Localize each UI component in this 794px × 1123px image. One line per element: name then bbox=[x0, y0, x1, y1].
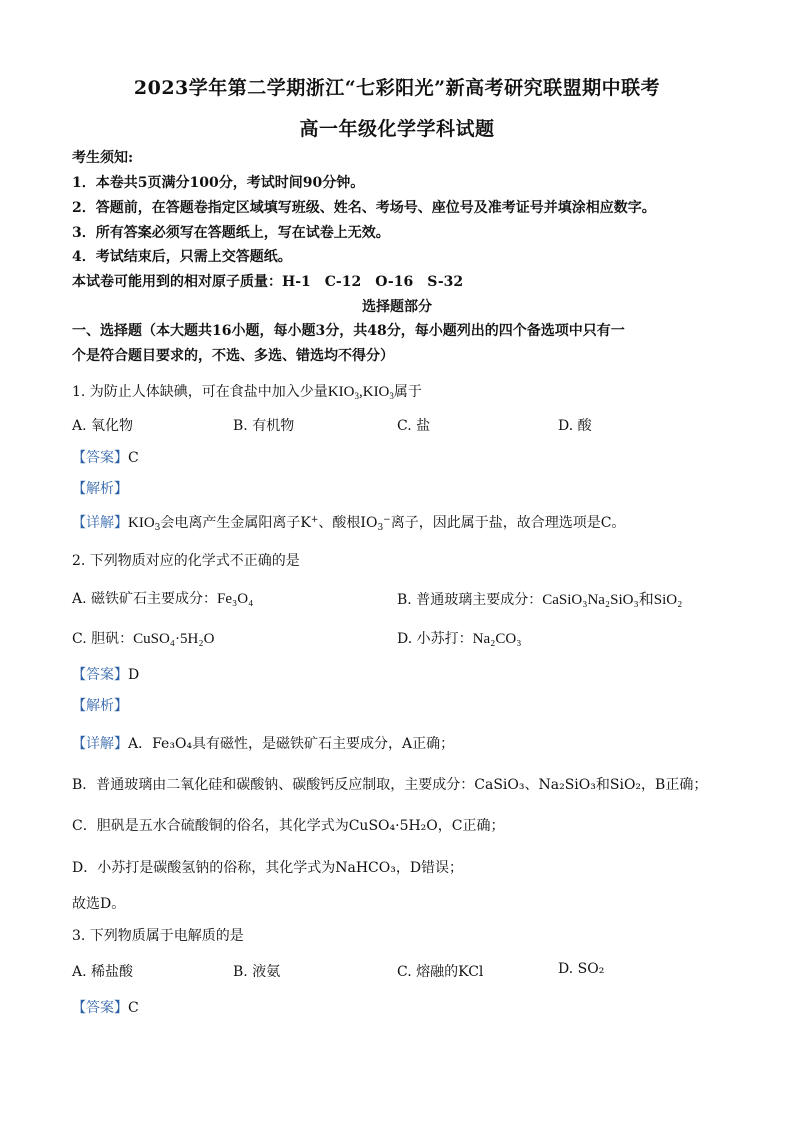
q2-conclusion: 故选D。 bbox=[72, 896, 126, 912]
q1-option-c: C. 盐 bbox=[397, 418, 431, 434]
q1-answer-value: C bbox=[128, 450, 139, 466]
q1-option-d: D. 酸 bbox=[558, 418, 592, 434]
q2-option-c: C. 胆矾：CuSO₄·5H₂O bbox=[72, 631, 215, 647]
q3-answer: 【答案】C bbox=[72, 1000, 139, 1016]
q2-answer: 【答案】D bbox=[72, 667, 140, 683]
q3-option-c: C. 熔融的KCl bbox=[397, 964, 484, 980]
q2-option-a: A. 磁铁矿石主要成分：Fe₃O₄ bbox=[72, 591, 254, 607]
exam-subtitle: 高一年级化学学科试题 bbox=[299, 118, 495, 140]
exam-title: 2023学年第二学期浙江“七彩阳光”新高考研究联盟期中联考 bbox=[133, 77, 661, 99]
q2-answer-value: D bbox=[128, 667, 140, 683]
q1-answer bbox=[72, 447, 139, 467]
detail-label: 【详解】 bbox=[72, 515, 128, 531]
q3-option-b: B. 液氨 bbox=[233, 964, 281, 980]
notice-heading: 考生须知: bbox=[72, 150, 134, 166]
q3-answer-value: C bbox=[128, 1000, 139, 1016]
q3-stem: 3. 下列物质属于电解质的是 bbox=[72, 928, 244, 944]
q1-formula: $KIO_3,KIO_3$ bbox=[327, 384, 394, 401]
notice-item-3: 3．所有答案必须写在答题纸上，写在试卷上无效。 bbox=[72, 225, 390, 241]
q1-stem-end: 属于 bbox=[393, 384, 422, 400]
q2-stem: 2. 下列物质对应的化学式不正确的是 bbox=[72, 553, 300, 569]
q1-stem bbox=[72, 381, 422, 401]
q3-option-a: A. 稀盐酸 bbox=[72, 964, 134, 980]
notice-item-2: 2．答题前，在答题卷指定区域填写班级、姓名、考场号、座位号及准考证号并填涂相应数字。 bbox=[72, 200, 656, 216]
q1-option-b: B. 有机物 bbox=[233, 418, 295, 434]
q2-detail-a: 【详解】A．Fe₃O₄具有磁性，是磁铁矿石主要成分，A正确； bbox=[72, 736, 455, 752]
atomic-mass-line: 本试卷可能用到的相对原子质量：H-1 C-12 O-16 S-32 bbox=[72, 274, 464, 290]
notice-item-1: 1．本卷共5页满分100分，考试时间90分钟。 bbox=[72, 175, 365, 191]
q2-detail-c: C．胆矾是五水合硫酸铜的俗名，其化学式为CuSO₄·5H₂O，C正确； bbox=[72, 818, 505, 834]
q1-analysis-label: 【解析】 bbox=[72, 481, 128, 497]
q2-detail-d: D．小苏打是碳酸氢钠的俗称，其化学式为NaHCO₃，D错误； bbox=[72, 860, 464, 876]
q1-option-a: A. 氧化物 bbox=[72, 418, 134, 434]
section-instruction-2: 个是符合题目要求的，不选、多选、错选均不得分） bbox=[72, 348, 394, 364]
q1-stem-text: 1. 为防止人体缺碘，可在食盐中加入少量 bbox=[72, 384, 328, 400]
q2-option-b: B. 普通玻璃主要成分：CaSiO₃Na₂SiO₃和SiO₂ bbox=[397, 592, 683, 608]
notice-item-4: 4．考试结束后，只需上交答题纸。 bbox=[72, 249, 292, 265]
q2-analysis-label: 【解析】 bbox=[72, 698, 128, 714]
q3-option-d: D. SO₂ bbox=[558, 961, 605, 977]
q2-option-d: D. 小苏打：Na₂CO₃ bbox=[397, 631, 522, 647]
q1-detail: 【详解】$KIO_3$会电离产生金属阳离子K+、酸根$IO_3^-$离子，因此属于盐，故合理选项是C。 bbox=[72, 515, 626, 533]
section-title: 选择题部分 bbox=[362, 299, 432, 315]
section-instruction-1: 一、选择题（本大题共16小题，每小题3分，共48分，每小题列出的四个备选项中只有一 bbox=[72, 323, 625, 339]
answer-label: 【答案】 bbox=[72, 450, 128, 466]
q2-detail-b: B．普通玻璃由二氧化硅和碳酸钠、碳酸钙反应制取，主要成分：CaSiO₃、Na₂SiO₃和SiO₂，B正确； bbox=[72, 777, 708, 793]
